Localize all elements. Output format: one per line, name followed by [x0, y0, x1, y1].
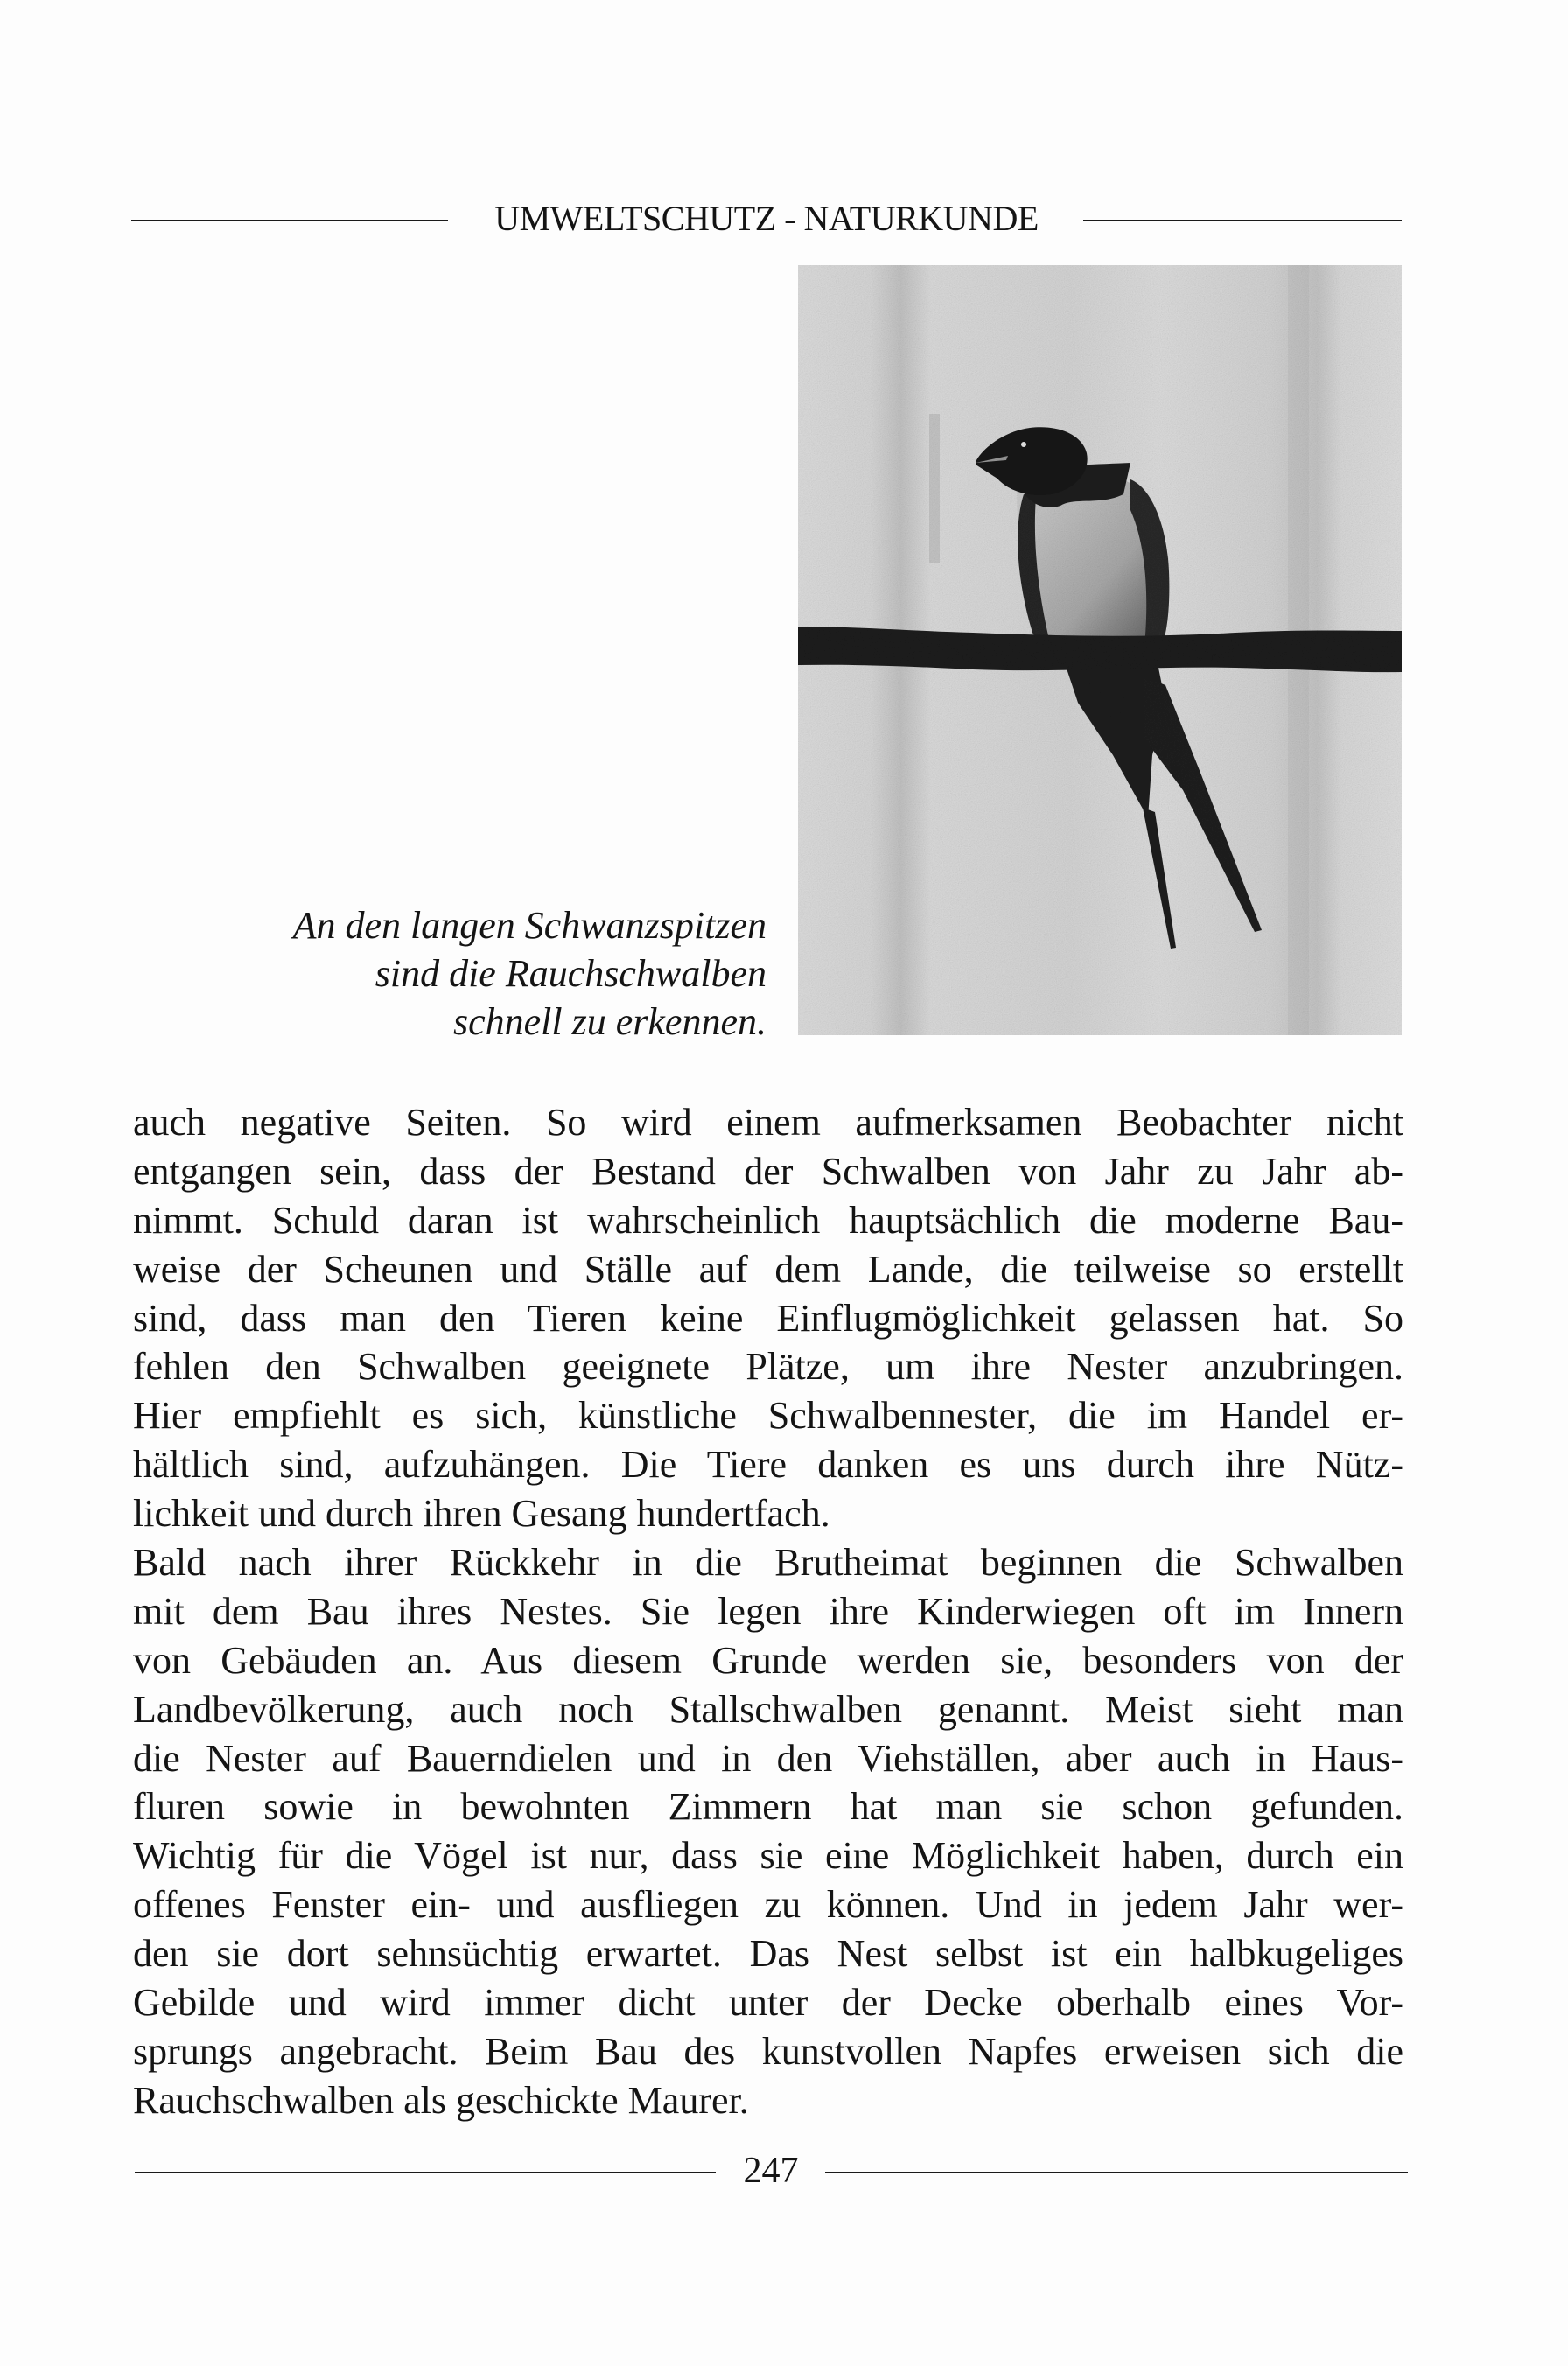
- page-number: 247: [743, 2151, 799, 2191]
- body-line: entgangen sein, dass der Bestand der Schwalben von Jahr zu Jahr ab-: [133, 1149, 1404, 1193]
- body-line: mit dem Bau ihres Nestes. Sie legen ihre Kinderwiegen oft im Innern: [133, 1589, 1404, 1633]
- body-line: fehlen den Schwalben geeignete Plätze, um ihre Nester anzubringen.: [133, 1345, 1404, 1389]
- body-line: hältlich sind, aufzuhängen. Die Tiere danken es uns durch ihre Nütz-: [133, 1443, 1404, 1487]
- footer-rule-right: [825, 2172, 1408, 2174]
- body-line: auch negative Seiten. So wird einem aufmerksamen Beobachter nicht: [133, 1101, 1404, 1144]
- body-line: lichkeit und durch ihren Gesang hundertfach.: [133, 1492, 830, 1536]
- caption-line: An den langen Schwanzspitzen: [292, 904, 766, 947]
- body-line: Wichtig für die Vögel ist nur, dass sie eine Möglichkeit haben, durch ein: [133, 1834, 1404, 1878]
- body-line: den sie dort sehnsüchtig erwartet. Das Nest selbst ist ein halbkugeliges: [133, 1932, 1404, 1976]
- body-line: Rauchschwalben als geschickte Maurer.: [133, 2078, 749, 2122]
- body-line: Hier empfiehlt es sich, künstliche Schwalbennester, die im Handel er-: [133, 1394, 1404, 1438]
- body-text: [133, 1098, 1404, 2125]
- body-line: nimmt. Schuld daran ist wahrscheinlich hauptsächlich die moderne Bau-: [133, 1198, 1404, 1242]
- caption-line: schnell zu erkennen.: [453, 1000, 766, 1043]
- photo-caption: [245, 901, 766, 1046]
- body-line: von Gebäuden an. Aus diesem Grunde werden sie, besonders von der: [133, 1638, 1404, 1682]
- body-line: weise der Scheunen und Ställe auf dem Lande, die teilweise so erstellt: [133, 1247, 1404, 1291]
- body-line: offenes Fenster ein- und ausfliegen zu können. Und in jedem Jahr wer-: [133, 1883, 1404, 1927]
- photo-smudge: [929, 414, 940, 563]
- body-line: fluren sowie in bewohnten Zimmern hat man sie schon gefunden.: [133, 1785, 1404, 1829]
- body-line: die Nester auf Bauerndielen und in den Viehställen, aber auch in Haus-: [133, 1736, 1404, 1780]
- header-rule-left: [131, 220, 448, 221]
- running-head: UMWELTSCHUTZ - NATURKUNDE: [494, 199, 1039, 238]
- header-rule-right: [1083, 220, 1402, 221]
- footer-rule-left: [135, 2172, 716, 2174]
- body-line: sprungs angebracht. Beim Bau des kunstvollen Napfes erweisen sich die: [133, 2029, 1404, 2073]
- body-line: Landbevölkerung, auch noch Stallschwalben genannt. Meist sieht man: [133, 1687, 1404, 1731]
- caption-line: sind die Rauchschwalben: [374, 952, 766, 995]
- body-line: Gebilde und wird immer dicht unter der Decke oberhalb eines Vor-: [133, 1981, 1404, 2025]
- swallow-photo-graphic: [798, 265, 1402, 1035]
- bird-eye: [1021, 442, 1026, 447]
- swallow-photo: [798, 265, 1402, 1035]
- body-line: Bald nach ihrer Rückkehr in die Brutheimat beginnen die Schwalben: [133, 1541, 1404, 1585]
- body-line: sind, dass man den Tieren keine Einflugmöglichkeit gelassen hat. So: [133, 1296, 1404, 1340]
